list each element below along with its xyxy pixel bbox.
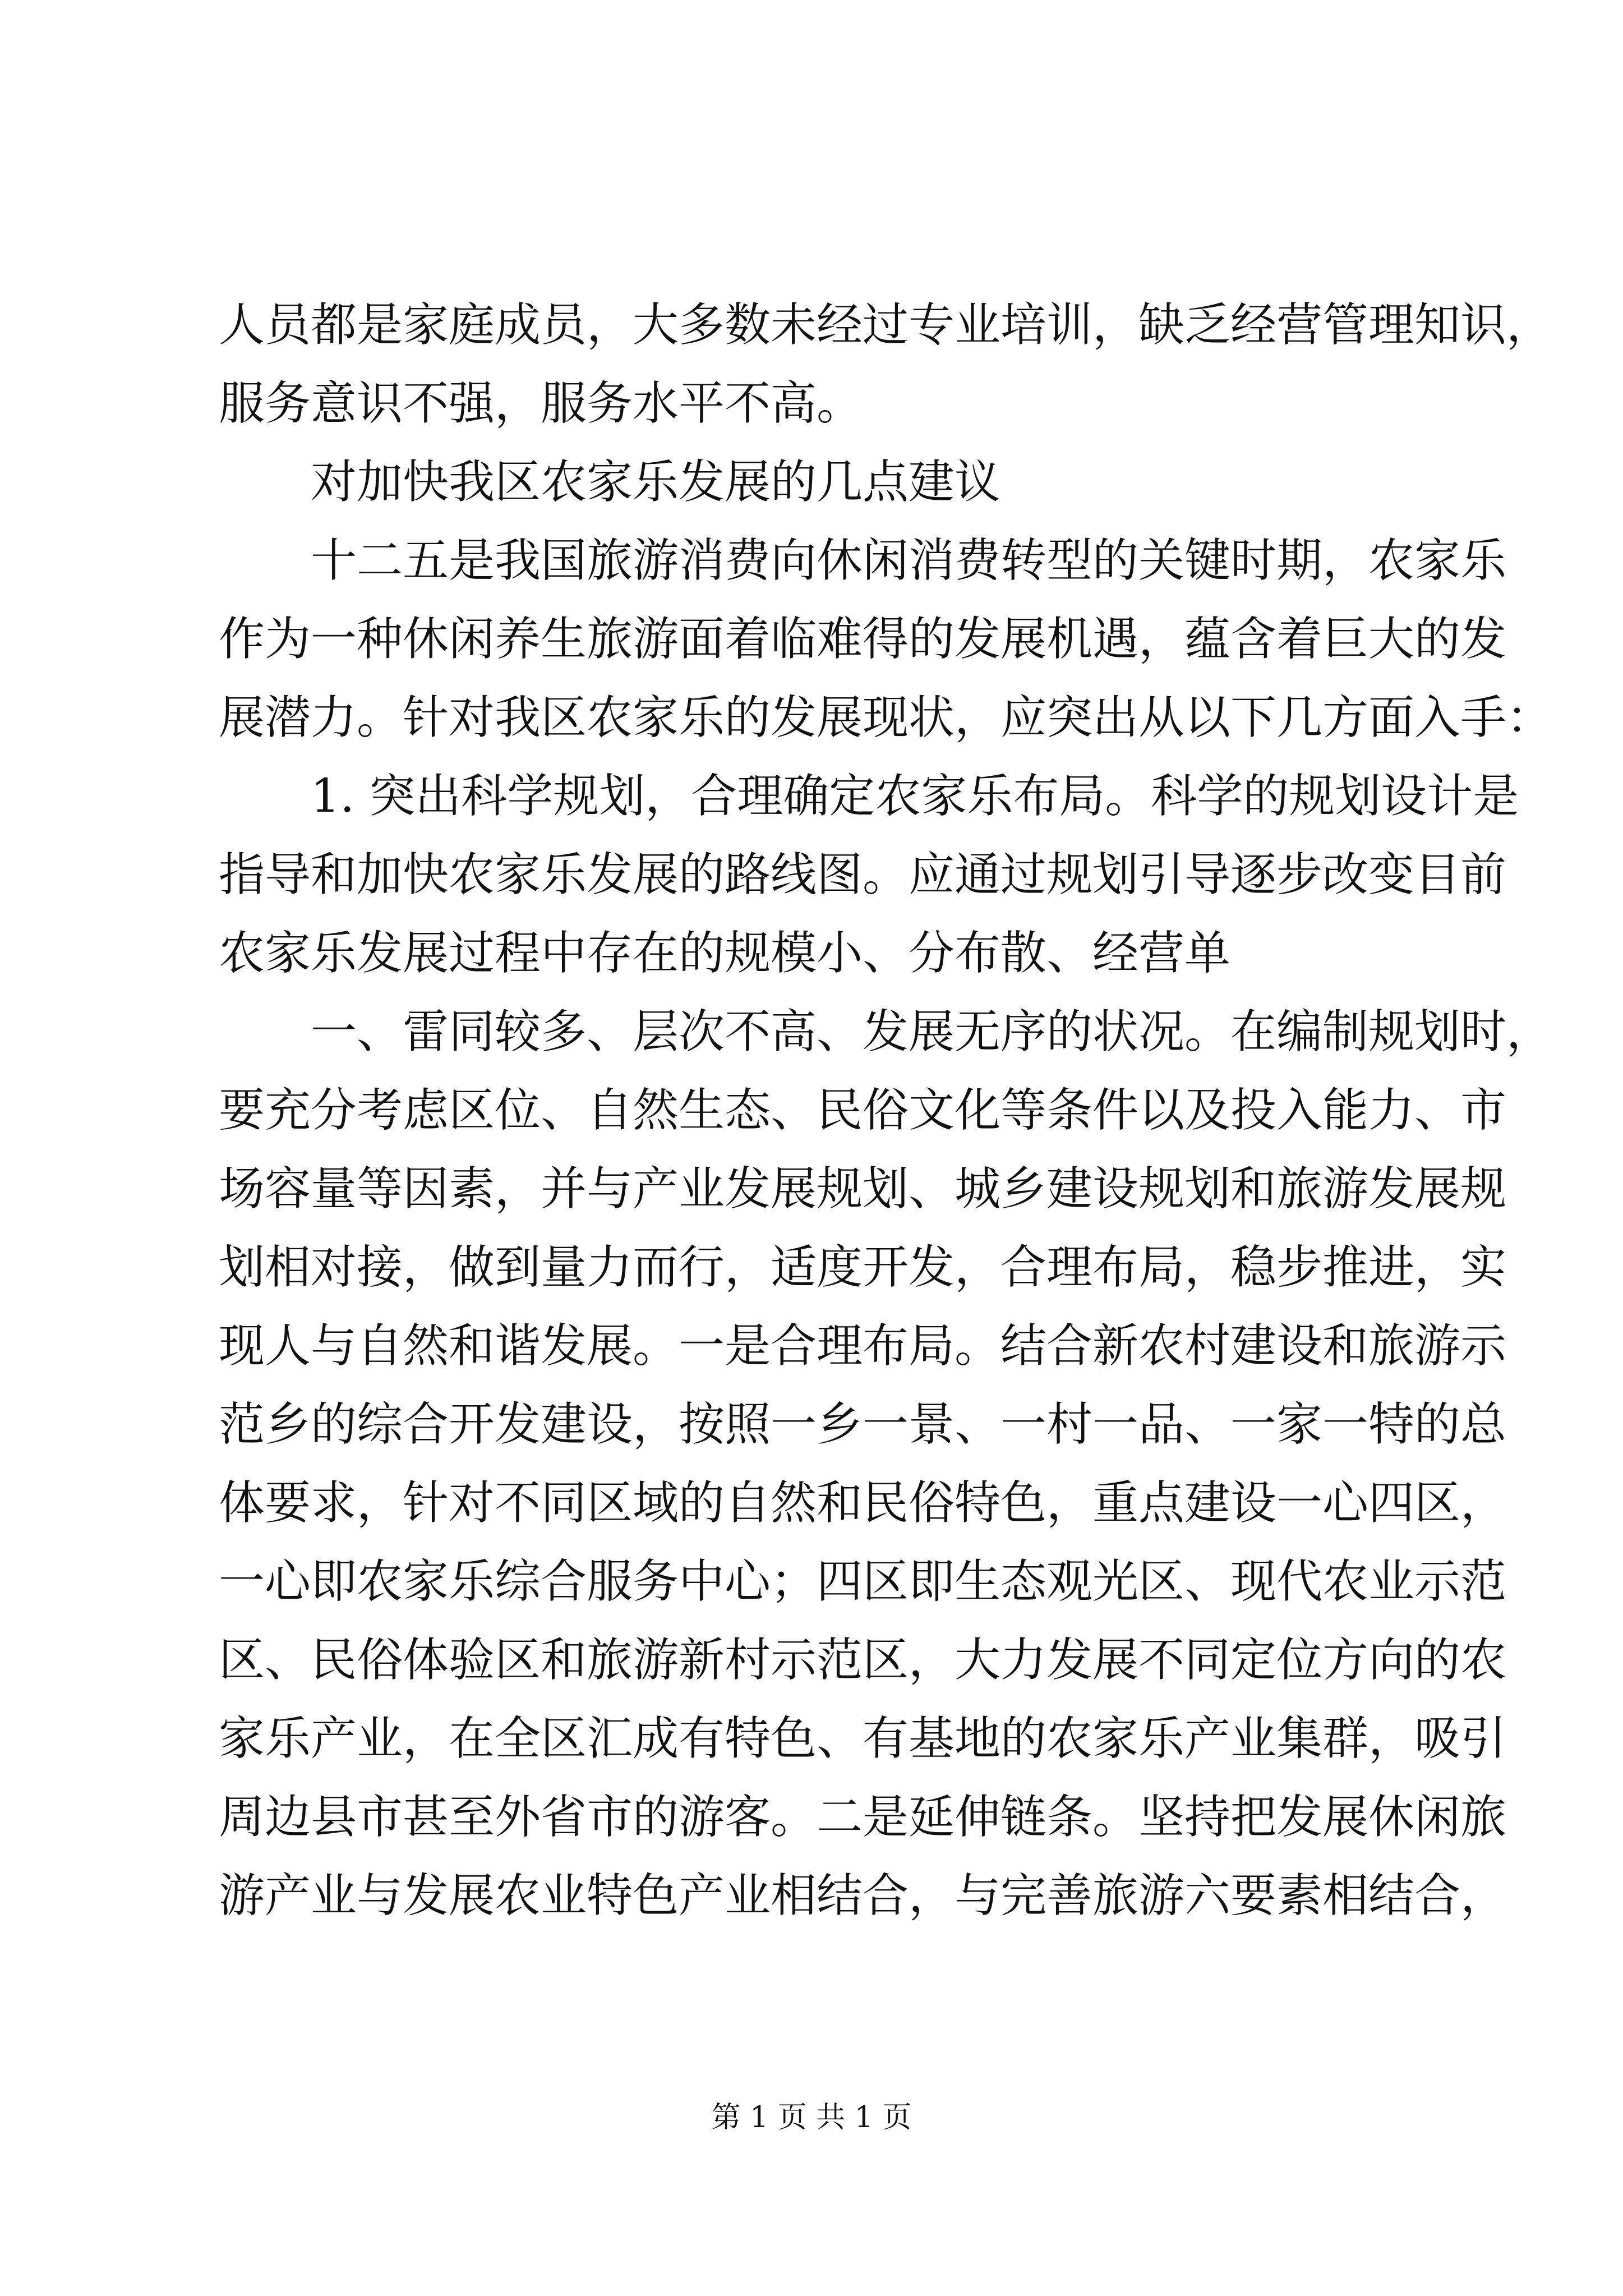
text-line: 区、民俗体验区和旅游新村示范区，大力发展不同定位方向的农 bbox=[219, 1634, 1507, 1687]
text-line: 十二五是我国旅游消费向休闲消费转型的关键时期，农家乐 bbox=[311, 534, 1507, 587]
text-line: 展潜力。针对我区农家乐的发展现状，应突出从以下几方面入手： bbox=[219, 691, 1553, 744]
text-line: 1. 突出科学规划，合理确定农家乐布局。科学的规划设计是 bbox=[311, 770, 1519, 823]
text-line: 要充分考虑区位、自然生态、民俗文化等条件以及投入能力、市 bbox=[219, 1084, 1507, 1137]
text-line: 现人与自然和谐发展。一是合理布局。结合新农村建设和旅游示 bbox=[219, 1319, 1507, 1373]
text-line: 范乡的综合开发建设，按照一乡一景、一村一品、一家一特的总 bbox=[219, 1398, 1507, 1451]
text-line: 服务意识不强，服务水平不高。 bbox=[219, 377, 863, 430]
text-line: 作为一种休闲养生旅游面着临难得的发展机遇，蕴含着巨大的发 bbox=[219, 613, 1507, 666]
text-line: 游产业与发展农业特色产业相结合，与完善旅游六要素相结合， bbox=[219, 1869, 1507, 1922]
text-line: 一心即农家乐综合服务中心；四区即生态观光区、现代农业示范 bbox=[219, 1555, 1507, 1608]
text-line: 场容量等因素，并与产业发展规划、城乡建设规划和旅游发展规 bbox=[219, 1162, 1507, 1216]
text-line: 指导和加快农家乐发展的路线图。应通过规划引导逐步改变目前 bbox=[219, 848, 1507, 901]
section-heading: 对加快我区农家乐发展的几点建议 bbox=[311, 455, 1001, 509]
page-footer bbox=[0, 2098, 1623, 2137]
text-line: 一、雷同较多、层次不高、发展无序的状况。在编制规划时， bbox=[311, 1005, 1553, 1059]
text-line: 体要求，针对不同区域的自然和民俗特色，重点建设一心四区， bbox=[219, 1476, 1507, 1530]
text-line: 周边县市甚至外省市的游客。二是延伸链条。坚持把发展休闲旅 bbox=[219, 1791, 1507, 1844]
document-body bbox=[219, 286, 1553, 1935]
text-line: 划相对接，做到量力而行，适度开发，合理布局，稳步推进，实 bbox=[219, 1241, 1507, 1294]
page-number-label: 第 1 页 共 1 页 bbox=[711, 2101, 912, 2134]
text-line: 农家乐发展过程中存在的规模小、分布散、经营单 bbox=[219, 927, 1231, 980]
text-line: 家乐产业，在全区汇成有特色、有基地的农家乐产业集群，吸引 bbox=[219, 1712, 1507, 1765]
text-line: 人员都是家庭成员，大多数未经过专业培训，缺乏经营管理知识， bbox=[219, 298, 1553, 352]
